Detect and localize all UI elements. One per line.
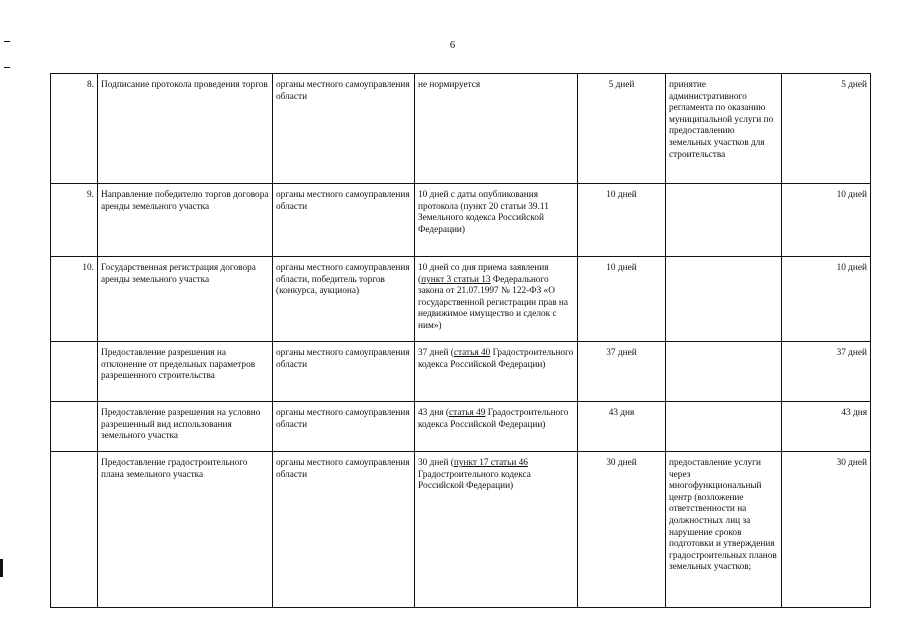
max-term: 10 дней — [782, 257, 871, 342]
schedule-table — [50, 73, 871, 608]
regulation-cell — [415, 402, 578, 452]
procedure-name: Предоставление разрешения на отклонение от предельных параметров разрешенного строительства — [98, 342, 273, 402]
max-term: 30 дней — [782, 452, 871, 608]
term: 30 дней — [578, 452, 666, 608]
regulation-text-tail: Градостроительного кодекса Российской Федерации) — [418, 408, 569, 430]
note — [666, 342, 782, 402]
row-number — [51, 342, 98, 402]
table-row — [51, 402, 871, 452]
regulation-cell — [415, 184, 578, 257]
note: предоставление услуги через многофункциональный центр (возложение ответственности на должностных лиц за нарушение сроков подготовки и утверждения градостроительных планов земельных участков; — [666, 452, 782, 608]
procedure-name: Предоставление разрешения на условно разрешенный вид использования земельного участка — [98, 402, 273, 452]
regulation-text: 10 дней со дня приема заявления ( — [418, 263, 549, 285]
max-term: 37 дней — [782, 342, 871, 402]
max-term: 10 дней — [782, 184, 871, 257]
law-reference-link[interactable]: статья 40 — [453, 348, 491, 358]
executor: органы местного самоуправления области — [273, 184, 415, 257]
regulation-text: 43 дня ( — [418, 408, 450, 418]
term: 10 дней — [578, 184, 666, 257]
regulation-text-tail: Градостроительного кодекса Российской Федерации) — [418, 348, 574, 370]
procedure-name: Направление победителю торгов договора аренды земельного участка — [98, 184, 273, 257]
note — [666, 184, 782, 257]
page-number: 6 — [449, 40, 456, 51]
note — [666, 402, 782, 452]
table-row — [51, 342, 871, 402]
executor: органы местного самоуправления области — [273, 402, 415, 452]
term: 5 дней — [578, 74, 666, 184]
note — [666, 257, 782, 342]
regulation-cell — [415, 74, 578, 184]
procedure-name: Подписание протокола проведения торгов — [98, 74, 273, 184]
regulation-text-tail: Федерального закона от 21.07.1997 № 122-ФЗ «О государственной регистрации прав на недвижимое имущество и сделок с ним») — [418, 274, 569, 331]
table-row — [51, 184, 871, 257]
scan-mark-middle — [4, 67, 10, 68]
regulation-cell — [415, 452, 578, 608]
regulation-text: 10 дней с даты опубликования протокола (пункт 20 статьи 39.11 Земельного кодекса Российской Федерации) — [418, 190, 549, 235]
executor: органы местного самоуправления области — [273, 342, 415, 402]
scan-mark-bottom — [0, 559, 3, 577]
term: 10 дней — [578, 257, 666, 342]
scan-mark-top — [4, 41, 10, 42]
table-row — [51, 74, 871, 184]
row-number: 9. — [51, 184, 98, 257]
executor: органы местного самоуправления области, победитель торгов (конкурса, аукциона) — [273, 257, 415, 342]
procedure-name: Государственная регистрация договора аренды земельного участка — [98, 257, 273, 342]
table-row — [51, 257, 871, 342]
row-number — [51, 402, 98, 452]
executor: органы местного самоуправления области — [273, 74, 415, 184]
row-number: 8. — [51, 74, 98, 184]
law-reference-link[interactable]: пункт 17 статьи 46 — [453, 458, 528, 468]
max-term: 43 дня — [782, 402, 871, 452]
max-term: 5 дней — [782, 74, 871, 184]
procedure-name: Предоставление градостроительного плана земельного участка — [98, 452, 273, 608]
regulation-cell — [415, 342, 578, 402]
regulation-text: не нормируется — [418, 80, 481, 90]
regulation-cell — [415, 257, 578, 342]
term: 43 дня — [578, 402, 666, 452]
regulation-text-tail: Градостроительного кодекса Российской Федерации) — [418, 469, 531, 492]
executor: органы местного самоуправления области — [273, 452, 415, 608]
law-reference-link[interactable]: пункт 3 статьи 13 — [421, 274, 491, 285]
row-number — [51, 452, 98, 608]
regulation-text: 30 дней ( — [418, 458, 454, 468]
row-number: 10. — [51, 257, 98, 342]
law-reference-link[interactable]: статья 49 — [449, 408, 486, 418]
note: принятие административного регламента по оказанию муниципальной услуги по предоставлению земельных участков для строительства — [666, 74, 782, 184]
regulation-text: 37 дней ( — [418, 348, 454, 358]
term: 37 дней — [578, 342, 666, 402]
table-row — [51, 452, 871, 608]
